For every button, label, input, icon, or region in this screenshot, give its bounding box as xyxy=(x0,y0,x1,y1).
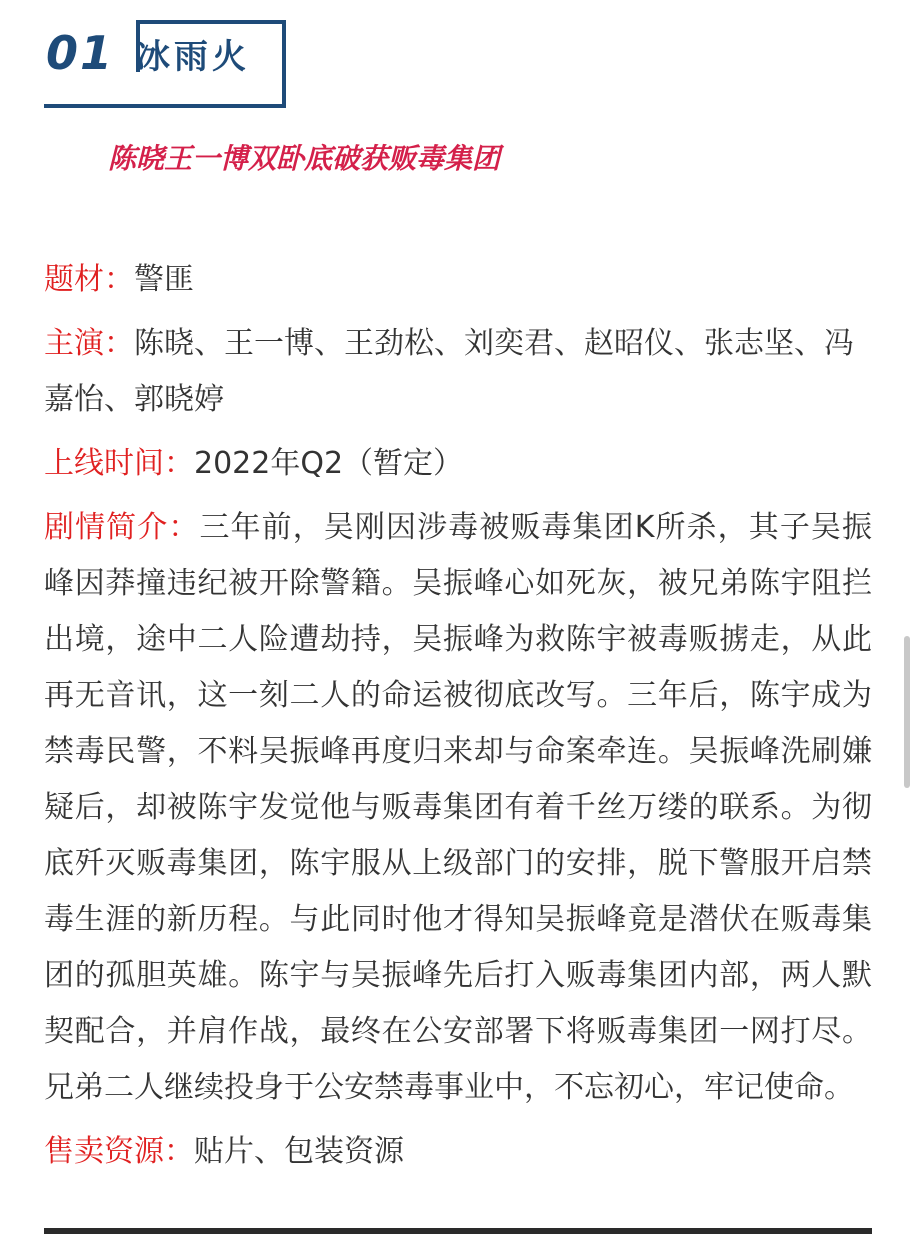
show-tagline: 陈晓王一博双卧底破获贩毒集团 xyxy=(108,142,501,175)
scrollbar-thumb[interactable] xyxy=(904,636,910,788)
release-value: 2022年Q2（暂定） xyxy=(194,446,464,481)
synopsis-label: 剧情简介： xyxy=(44,510,200,545)
episode-number: 01 xyxy=(46,26,115,80)
resources-label: 售卖资源： xyxy=(44,1134,194,1169)
synopsis-field xyxy=(44,500,872,1116)
cast-label: 主演： xyxy=(44,326,134,361)
genre-field xyxy=(44,252,872,308)
cast-value: 陈晓、王一博、王劲松、刘奕君、赵昭仪、张志坚、冯嘉怡、郭晓婷 xyxy=(44,326,854,417)
show-title: 冰雨火 xyxy=(136,37,250,77)
release-label: 上线时间： xyxy=(44,446,194,481)
show-details xyxy=(44,252,872,1188)
genre-value: 警匪 xyxy=(134,262,194,297)
frame-top-accent xyxy=(136,20,286,24)
cast-field xyxy=(44,316,872,428)
synopsis-value: 三年前，吴刚因涉毒被贩毒集团K所杀，其子吴振峰因莽撞违纪被开除警籍。吴振峰心如死灰，被兄弟陈宇阻拦出境，途中二人险遭劫持，吴振峰为救陈宇被毒贩掳走，从此再无音讯，这一刻二人的命运被彻底改写。三年后，陈宇成为禁毒民警，不料吴振峰再度归来却与命案牵连。吴振峰洗刷嫌疑后，却被陈宇发觉他与贩毒集团有着千丝万缕的联系。为彻底歼灭贩毒集团，陈宇服从上级部门的安排，脱下警服开启禁毒生涯的新历程。与此同时他才得知吴振峰竟是潜伏在贩毒集团的孤胆英雄。陈宇与吴振峰先后打入贩毒集团内部，两人默契配合，并肩作战，最终在公安部署下将贩毒集团一网打尽。兄弟二人继续投身于公安禁毒事业中，不忘初心，牢记使命。 xyxy=(44,510,872,1105)
image-edge-divider xyxy=(44,1228,872,1234)
genre-label: 题材： xyxy=(44,262,134,297)
resources-field xyxy=(44,1124,872,1180)
resources-value: 贴片、包装资源 xyxy=(194,1134,404,1169)
release-field xyxy=(44,436,872,492)
